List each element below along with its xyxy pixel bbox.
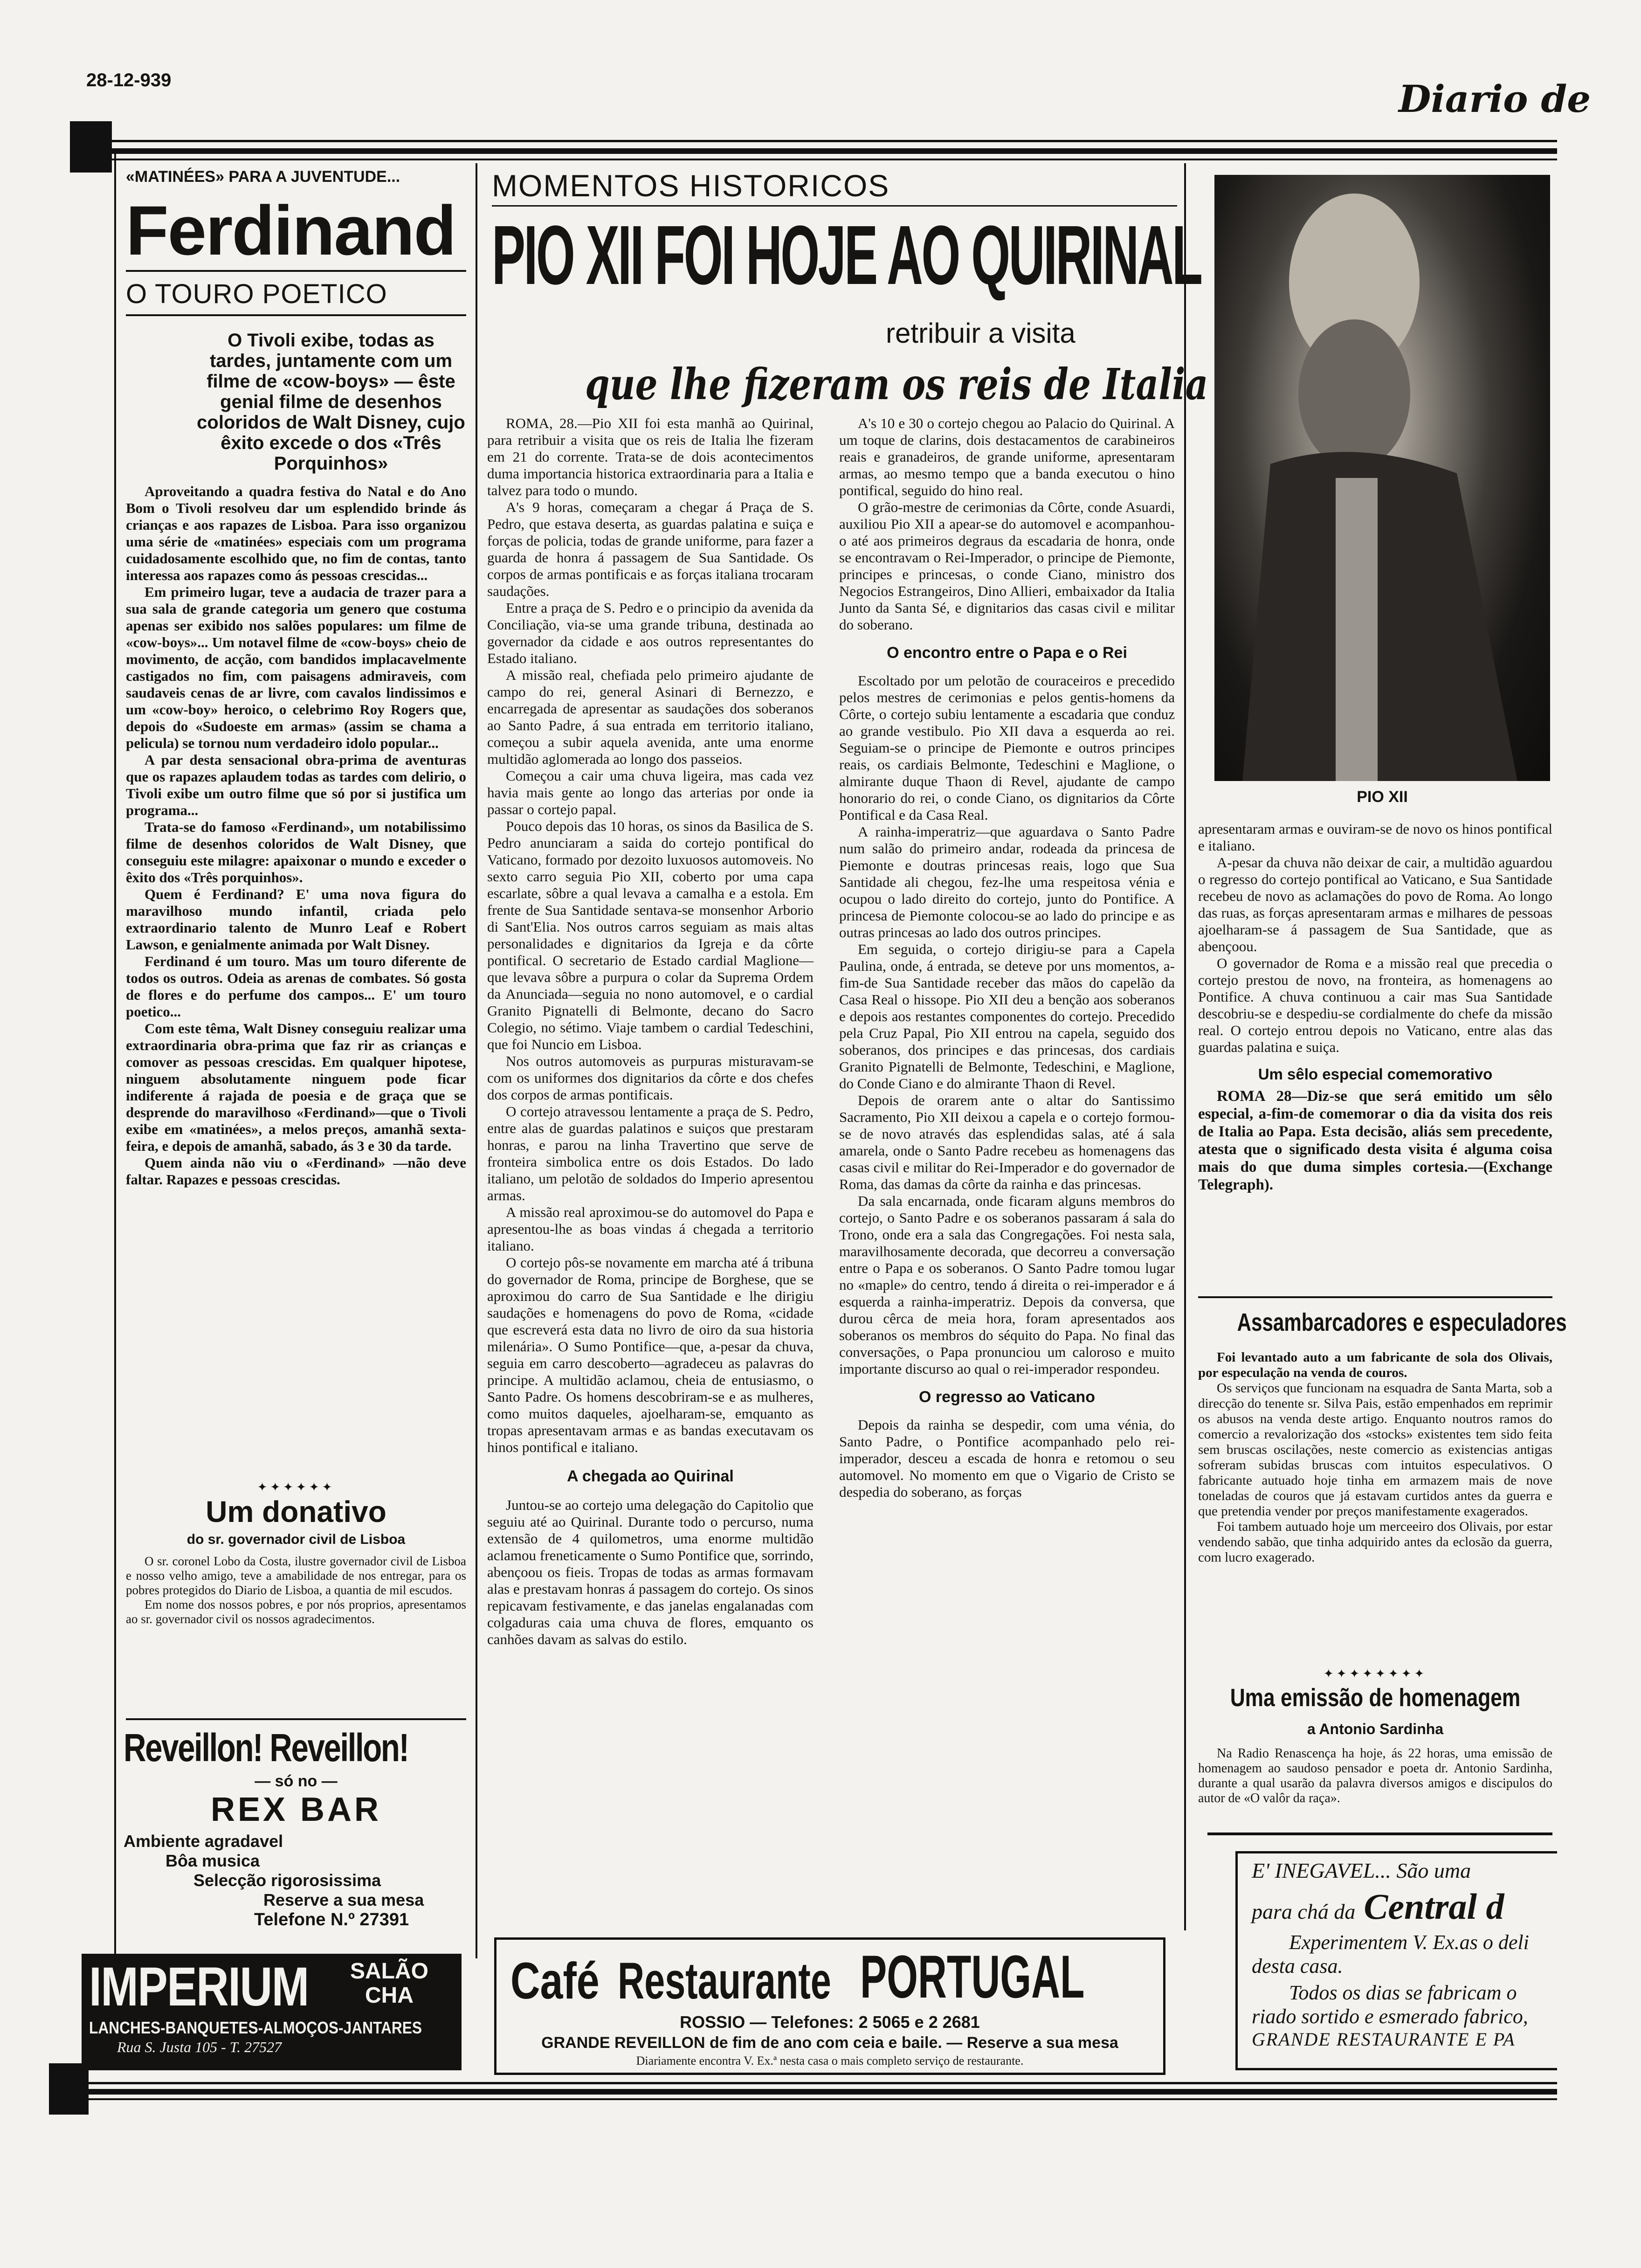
article-deck-2: que lhe fizeram os reis de Italia — [585, 359, 1208, 409]
paragraph: Foi levantado auto a um fabricante de sola dos Olivais, por especulação na venda de couros. — [1198, 1350, 1552, 1380]
paragraph: Os serviços que funcionam na esquadra de Santa Marta, sob a direcção do tenente sr. Silva Pais, estão empenhados em reprimir os abusos na venda deste artigo. Enquanto noutros ramos do comercio a revalorização dos «stocks» existentes tem sido feita sem bruscas oscilações, neste comercio as existencias antigas sofreram subidas bruscas com intuitos especulativos. O fabricante autuado hoje tinha em armazem mais de nove toneladas de couros que já estavam curtidos antes da guerra e que pretendia vender por preços manifestamente exagerados. — [1198, 1381, 1552, 1519]
paragraph: Trata-se do famoso «Ferdinand», um notabilissimo filme de desenhos coloridos de Walt Disney, que conseguiu este milagre: apaixonar o mundo e exceder o êxito dos «Três porquinhos». — [126, 819, 466, 885]
column-rule — [114, 154, 116, 1954]
right-column-continuation — [1198, 821, 1552, 1194]
paragraph: Em primeiro lugar, teve a audacia de trazer para a sua sala de grande categoria um genero que costuma apenas ser exibido nos salões populares: um filme de «cow-boys»... Um notavel filme de «cow-boys» cheio de movimento, de acção, com bandidos implacavelmente castigados no fim, com paisagens admiraveis, com saudaveis cenas de ar livre, com cavalos lindissimos e um «cow-boy» heroico, o celebrimo Roy Rogers que, depois do «Sudoeste em armas» (assim se chama a pelicula) se tornou num verdadeiro idolo popular... — [126, 584, 466, 751]
paragraph: Nos outros automoveis as purpuras misturavam-se com os uniformes dos dignitarios da côrte e dos chefes dos corpos de armas pontificais. — [487, 1053, 814, 1103]
margin-marker — [49, 2063, 89, 2115]
article-headline: PIO XII FOI HOJE AO QUIRINAL — [492, 208, 1201, 302]
article-column-1 — [487, 415, 814, 1648]
paragraph: ROMA, 28.—Pio XII foi esta manhã ao Quirinal, para retribuir a visita que os reis de Italia lhe fizeram em 21 do corrente. Trata-se de dois acontecimentos duma importancia historica extraordinaria para a Italia e talvez para todo o mundo. — [487, 415, 814, 498]
imperium-line: LANCHES-BANQUETES-ALMOÇOS-JANTARES — [89, 2018, 422, 2037]
ferdinand-title: Ferdinand — [126, 191, 456, 270]
paragraph: ROMA 28—Diz-se que será emitido um sêlo especial, a-fim-de comemorar o dia da visita dos reis de Italia ao Papa. Esta decisão, aliás sem precedente, atesta que o significado desta visita é alguma coisa mais do que duma simples cortesia.—(Exchange Telegraph). — [1198, 1088, 1552, 1193]
imperium-tag1: SALÃO — [350, 1959, 428, 1984]
paragraph: O cortejo atravessou lentamente a praça de S. Pedro, entre alas de guardas palatinos e suiços que prestaram honras, e parou na linha Travertino que serve de fronteira simbolica entre os dois Estados. Do lado italiano, um pelotão de soldados do Imperio apresentou armas. — [487, 1103, 814, 1203]
paragraph: Ferdinand é um touro. Mas um touro diferente de todos os outros. Odeia as arenas de combates. Só gosta de flores e do perfume dos campos... E' um touro poetico... — [126, 953, 466, 1020]
imperium-tag2: CHA — [365, 1983, 414, 2008]
top-rule — [89, 148, 1557, 154]
rex-name: REX BAR — [210, 1791, 382, 1828]
central-ad — [1235, 1851, 1557, 2070]
pio-xii-photo — [1214, 175, 1550, 781]
paragraph: Com este têma, Walt Disney conseguiu realizar uma extraordinaria obra-prima que faz rir as crianças e comover as pessoas crescidas. Em qualquer hipotese, ninguem absolutamente ninguem pode ficar indiferente á rajada de poesia e de graça que se desprende do maravilhoso «Ferdinand»—que o Tivoli exibe em «matinées», a melos preços, amanhã sexta-feira, e depois de amanhã, sabado, ás 3 e 30 da tarde. — [126, 1020, 466, 1154]
donativo-body — [126, 1554, 466, 1626]
column-rule — [476, 163, 477, 1958]
imperium-address: Rua S. Justa 105 - T. 27527 — [117, 2039, 282, 2055]
ornament: ✦✦✦✦✦✦ — [257, 1480, 335, 1494]
paragraph: Aproveitando a quadra festiva do Natal e do Ano Bom o Tivoli resolveu dar um esplendido brinde ás crianças e aos rapazes de Lisboa. Para isso organizou uma série de «matinées» especiais com um programa cuidadosamente escolhido que, no fim de contas, tanto interessa aos rapazes como ás pessoas crescidas... — [126, 483, 466, 583]
paragraph: Quem é Ferdinand? E' uma nova figura do maravilhoso mundo infantil, criada pelo extraordinario talento de Munro Leaf e Robert Lawson, e genialmente animada por Walt Disney. — [126, 886, 466, 953]
paragraph: Foi tambem autuado hoje um merceeiro dos Olivais, por estar vendendo sabão, que tinha adquirido antes da eclosão da guerra, com lucro exagerado. — [1198, 1519, 1552, 1565]
rex-line1: Ambiente agradavel — [124, 1832, 283, 1851]
paragraph: A's 9 horas, começaram a chegar á Praça de S. Pedro, que estava deserta, as guardas palatina e suiça e forças de policia, todas de grande uniforme, para fazer a guarda de honra á passagem de Sua Santidade. Os corpos de armas pontificais e as forças italiana trocaram saudações. — [487, 499, 814, 599]
subhead: O regresso ao Vaticano — [919, 1388, 1095, 1406]
central-line4: desta casa. — [1252, 1955, 1343, 1978]
portugal-phones: ROSSIO — Telefones: 2 5065 e 2 2681 — [680, 2012, 980, 2032]
subhead: A chegada ao Quirinal — [567, 1467, 734, 1485]
emissao-body: Na Radio Renascença ha hoje, ás 22 horas, uma emissão de homenagem ao saudoso pensador e poeta dr. Antonio Sardinha, durante a qual usarão da palavra diversos amigos e discipulos do autor de «O valôr da raça». — [1198, 1746, 1552, 1805]
central-line2a: para chá da — [1252, 1900, 1356, 1923]
bottom-rule — [89, 2089, 1557, 2095]
rex-so-no: — só no — — [255, 1772, 338, 1790]
imperium-ad — [82, 1954, 462, 2070]
central-line1: E' INEGAVEL... São uma — [1252, 1859, 1471, 1882]
paragraph: Da sala encarnada, onde ficaram alguns membros do cortejo, o Santo Padre e os soberanos passaram á sala do Trono, onde era a sala das Congregações. Foi nesta sala, maravilhosamente decorada, que decorreu a conversação entre o Papa e os soberanos. O Santo Padre tomou lugar no «maple» do centro, tendo á direita o rei-imperador e á esquerda a rainha-imperatriz. Depois da conversa, que durou cêrca de meia hora, foram apresentados aos soberanos os membros do séquito do Papa. No final das conversações, o Papa pronunciou um caloroso e muito importante discurso ao qual o rei-imperador respondeu. — [839, 1193, 1175, 1377]
article-deck-1: retribuir a visita — [886, 318, 1076, 349]
emissao-title: Uma emissão de homenagem — [1230, 1684, 1521, 1712]
paragraph: Começou a cair uma chuva ligeira, mas cada vez havia mais gente ao longo das arterias por onde ia passar o cortejo papal. — [487, 768, 814, 817]
rex-phone: Telefone N.º 27391 — [254, 1910, 409, 1929]
margin-marker — [70, 121, 112, 173]
paragraph: O grão-mestre de cerimonias da Côrte, conde Asuardi, auxiliou Pio XII a apear-se do automovel e acompanhou-o até aos primeiros degraus da escadaria de honra, onde se encontravam o Rei-Imperador, o principe de Piemonte, principes e princesas, o conde Ciano, ministro dos Negocios Estrangeiros, Dino Allieri, embaixador da Italia Junto da Santa Sé, e dignitarios das casas civil e militar do soberano. — [839, 499, 1175, 633]
divider — [126, 1718, 466, 1720]
assambarcadores-title: Assambarcadores e especuladores — [1237, 1308, 1567, 1336]
article-column-2 — [839, 415, 1175, 1500]
rex-line4: Reserve a sua mesa — [263, 1890, 424, 1909]
subhead: Um sêlo especial comemorativo — [1258, 1065, 1493, 1083]
paragraph: Depois da rainha se despedir, com uma vénia, do Santo Padre, o Pontifice acompanhado pelo rei-imperador, desceu a escada de honra e retomou o seu automovel. No momento em que o Vigario de Cristo se despedia do soberano, as forças — [839, 1417, 1175, 1500]
imperium-name: IMPERIUM — [89, 1956, 309, 2018]
imperium-tag — [350, 1959, 428, 2008]
paragraph: Pouco depois das 10 horas, os sinos da Basilica de S. Pedro anunciaram a saida do cortejo pontifical do Vaticano, formado por dezoito luxuosos automoveis. No sexto carro seguia Pio XII, coberto por uma capa escarlate, sôbre a qual levava a camalha e a estola. Em frente de Sua Santidade sentava-se monsenhor Arborio di Sant'Elia. Nos outros carros seguiam as mais altas personalidades e dignitarios da Igreja e da côrte pontifical. O secretario de Estado cardial Maglione—que levava sôbre a purpura o colar da Suprema Ordem da Anunciada—seguia no nono automovel, e o cardial Granito Pignatelli di Belmonte, decano do Sacro Colegio, no sétimo. Viaje tambem o cardial Tedeschini, que foi Nuncio em Lisboa. — [487, 818, 814, 1052]
paragraph: A-pesar da chuva não deixar de cair, a multidão aguardou o regresso do cortejo pontifical ao Vaticano, e Sua Santidade recebeu de novo as aclamações do povo de Roma. Ao longo das ruas, as forças apresentaram armas e milhares de pessoas ajoelharam-se á passagem de Sua Santidade, que as abençoou. — [1198, 854, 1552, 954]
top-rule — [89, 140, 1557, 142]
portugal-name: PORTUGAL — [860, 1943, 1085, 2011]
bottom-rule — [89, 2098, 1557, 2100]
subtitle-rule — [126, 314, 466, 316]
ferdinand-subtitle: O TOURO POETICO — [126, 279, 387, 309]
divider — [1207, 1832, 1552, 1835]
rex-line3: Selecção rigorosissima — [193, 1871, 381, 1890]
paragraph: Escoltado por um pelotão de couraceiros e precedido pelos mestres de cerimonias e pelos gentis-homens da Côrte, o cortejo subiu lentamente a escadaria que conduz ao grande vestibulo. Pio XII dava a esquerda ao rei. Seguiam-se o principe de Piemonte e outros principes reais, os cardiais Belmonte, Tedeschini e Maglione, o almirante duque Thaon di Revel, ajudante de campo honorario do rei, o conde Ciano, os dignitarios da Côrte Pontifical e da Casa Real. — [839, 672, 1175, 823]
central-line7: GRANDE RESTAURANTE E PA — [1252, 2029, 1516, 2050]
portugal-headline — [510, 1943, 1149, 2011]
portugal-ad — [494, 1937, 1165, 2075]
kicker-rule — [492, 205, 1177, 207]
paragraph: O governador de Roma e a missão real que precedia o cortejo prestou de novo, na fronteira, as homenagens ao Pontifice. A chuva continuou a cair mas Sua Santidade descobriu-se e despediu-se cordialmente do chefe da missão real. O cortejo entrou depois no Vaticano, entre alas das guardas palatina e suiça. — [1198, 955, 1552, 1055]
divider — [1198, 1296, 1552, 1298]
paragraph: A missão real aproximou-se do automovel do Papa e apresentou-lhe as boas vindas á chegada a territorio italiano. — [487, 1204, 814, 1254]
paragraph: A rainha-imperatriz—que aguardava o Santo Padre num salão do primeiro andar, rodeada da princesa de Piemonte e doutras princesas reais, logo que Sua Santidade ali chegou, fez-lhe uma respeitosa vénia e ocupou o lado direito do cortejo, junto do Pontifice. A princesa de Piemonte colocou-se ao lado do principe e as outras princesas ao lado dos outros principes. — [839, 823, 1175, 940]
paragraph: Em seguida, o cortejo dirigiu-se para a Capela Paulina, onde, á entrada, se deteve por uns momentos, a-fim-de Sua Santidade receber das mãos do capelão da Casa Real o hissope. Pio XII deu a benção aos soberanos e depois aos restantes componentes do cortejo. Precedido pela Cruz Papal, Pio XII entrou na capela, seguido dos soberanos, dos principes e das princesas, dos cardiais Granito Pignatelli de Belmonte, Tedeschini, e Maglione, do Conde Ciano e do almirante Thaon di Revel. — [839, 941, 1175, 1092]
portugal-cafe: Café — [510, 1952, 600, 2010]
top-rule — [89, 159, 1557, 160]
paragraph: A's 10 e 30 o cortejo chegou ao Palacio do Quirinal. A um toque de clarins, dois destacamentos de carabineiros reais e granadeiros, de grande uniforme, apresentaram armas, ao mesmo tempo que a banda executou o hino pontifical, seguido do hino real. — [839, 415, 1175, 498]
ferdinand-body — [126, 483, 466, 1188]
photo-caption: PIO XII — [1357, 788, 1408, 806]
central-line6: riado sortido e esmerado fabrico, — [1252, 2005, 1528, 2028]
donativo-block — [126, 1480, 466, 1626]
article-kicker: MOMENTOS HISTORICOS — [492, 168, 890, 203]
paragraph: A missão real, chefiada pelo primeiro ajudante de campo do rei, general Asinari di Bernezzo, e encarregada de apresentar as saudações dos soberanos ao Santo Padre, á sua entrada em territorio italiano, começou a subir aquela avenida, ante uma enorme multidão aglomerada ao longo dos passeios. — [487, 667, 814, 767]
paragraph: Depois de orarem ante o altar do Santissimo Sacramento, Pio XII deixou a capela e o cortejo formou-se de novo através das esplendidas salas, até á sala amarela, onde o Santo Padre recebeu as homenagens das casas civil e militar do Rei-Imperador e do governador de Roma, das damas da côrte da rainha e das princesas. — [839, 1092, 1175, 1192]
subhead: O encontro entre o Papa e o Rei — [887, 644, 1127, 662]
central-line5: Todos os dias se fabricam o — [1289, 1981, 1517, 2004]
paragraph: O cortejo pôs-se novamente em marcha até á tribuna do governador de Roma, principe de Borghese, que se aproximou do carro de Sua Santidade e lhe dirigiu saudações e homenagens do povo de Roma, «cidade que escreverá esta data no livro de oiro da sua historia milenária». O Sumo Pontifice—que, a-pesar da chuva, seguia em carro descoberto—agradeceu as palavras do principe. A multidão aclamou, cheia de entusiasmo, o Santo Padre. Os homens descobriram-se e as mulheres, como muitos daqueles, ajoelharam-se, emquanto as tropas apresentavam armas e as bandas executavam os hinos pontifical e italiano. — [487, 1254, 814, 1455]
rex-headline: Reveillon! Reveillon! — [124, 1726, 408, 1770]
central-line3: Experimentem V. Ex.as o deli — [1289, 1931, 1529, 1954]
date-line: 28-12-939 — [86, 70, 172, 90]
paragraph: Em nome dos nossos pobres, e por nós proprios, apresentamos ao sr. governador civil os nossos agradecimentos. — [126, 1597, 466, 1626]
paragraph: Quem ainda não viu o «Ferdinand» —não deve faltar. Rapazes e pessoas crescidas. — [126, 1155, 466, 1188]
paragraph: O sr. coronel Lobo da Costa, ilustre governador civil de Lisboa e nosso velho amigo, teve a amabilidade de nos entregar, para os pobres protegidos do Diario de Lisboa, a quantia de mil escudos. — [126, 1554, 466, 1597]
portrait-illustration — [1214, 175, 1550, 781]
paragraph: Entre a praça de S. Pedro e o principio da avenida da Conciliação, via-se uma grande tribuna, destinada ao governador da cidade e aos outros representantes do Estado italiano. — [487, 600, 814, 666]
portugal-small: Diariamente encontra V. Ex.ª nesta casa o mais completo serviço de restaurante. — [636, 2054, 1024, 2067]
ferdinand-kicker: «MATINÉES» PARA A JUVENTUDE... — [126, 168, 400, 186]
paragraph: Juntou-se ao cortejo uma delegação do Capitolio que seguiu até ao Quirinal. Durante todo o percurso, numa extensão de 4 quilometros, uma enorme multidão aclamou freneticamente o Sumo Pontifice que, sorrindo, abençoou os fieis. Tropas de todas as armas formavam alas e prestavam honras á passagem do cortejo. Os sinos repicavam festivamente, e das janelas engalanadas com colgaduras caia uma chuva de flores, emquanto os canhões davam as salvas do estilo. — [487, 1497, 814, 1647]
donativo-title: Um donativo — [206, 1495, 386, 1528]
portugal-reveillon: GRANDE REVEILLON de fim de ano com ceia e baile. — Reserve a sua mesa — [541, 2034, 1118, 2052]
portugal-restaurante: Restaurante — [618, 1952, 831, 2010]
left-column — [126, 168, 466, 1188]
central-line2 — [1252, 1886, 1557, 1928]
title-rule — [126, 270, 466, 272]
masthead: Diario de — [1399, 77, 1591, 121]
paragraph: apresentaram armas e ouviram-se de novo os hinos pontifical e italiano. — [1198, 821, 1552, 854]
column-rule — [1184, 163, 1186, 1930]
emissao-subtitle: a Antonio Sardinha — [1307, 1721, 1444, 1737]
bottom-rule — [89, 2082, 1557, 2084]
ornament: ✦✦✦✦✦✦✦✦ — [1323, 1667, 1427, 1680]
paragraph: A par desta sensacional obra-prima de aventuras que os rapazes aplaudem todas as tardes com delirio, o Tivoli exibe um outro filme que só por si justifica um programa... — [126, 752, 466, 818]
rex-line2: Bôa musica — [165, 1851, 260, 1870]
ferdinand-lead: O Tivoli exibe, todas as tardes, juntamente com um filme de «cow-boys» — êste genial filme de desenhos coloridos de Walt Disney, cujo êxito excede o dos «Três Porquinhos» — [197, 330, 465, 474]
rex-bar-ad — [124, 1725, 469, 1944]
central-line2b: Central d — [1364, 1886, 1504, 1927]
assambarcadores-body — [1198, 1350, 1552, 1565]
donativo-subtitle: do sr. governador civil de Lisboa — [186, 1532, 406, 1547]
